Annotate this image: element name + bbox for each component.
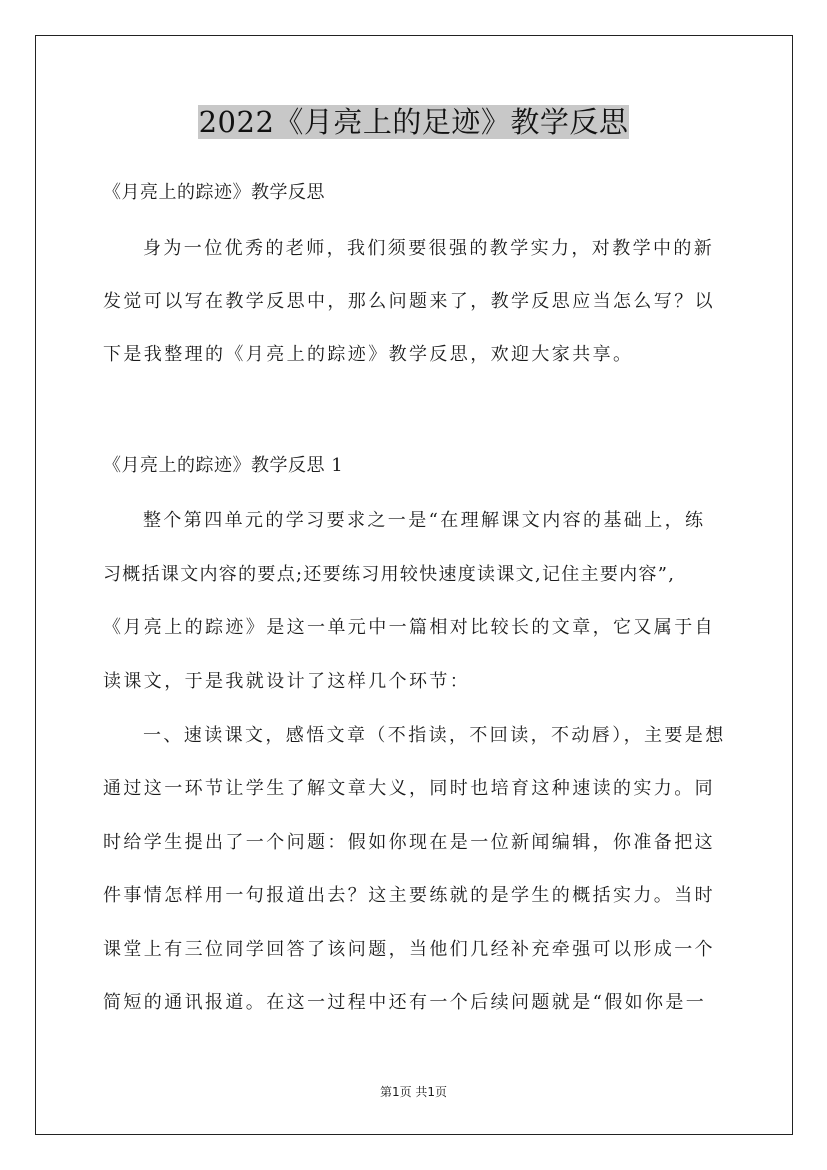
paragraph1-line-3: 《月亮上的踪迹》是这一单元中一篇相对比较长的文章，它又属于自 bbox=[103, 617, 715, 638]
paragraph1-line-1: 整个第四单元的学习要求之一是“在理解课文内容的基础上，练 bbox=[143, 510, 706, 531]
paragraph2-line-2: 通过这一环节让学生了解文章大义，同时也培育这种速读的实力。同 bbox=[103, 778, 715, 799]
section-heading: 《月亮上的踪迹》教学反思 1 bbox=[103, 455, 344, 476]
paragraph1-line-2: 习概括课文内容的要点;还要练习用较快速度读课文,记住主要内容”, bbox=[103, 564, 676, 585]
page-footer: 第1页 共1页 bbox=[379, 1085, 448, 1099]
paragraph2-line-5: 课堂上有三位同学回答了该问题，当他们几经补充牵强可以形成一个 bbox=[103, 939, 715, 960]
paragraph2-line-3: 时给学生提出了一个问题：假如你现在是一位新闻编辑，你准备把这 bbox=[103, 832, 715, 853]
intro-line-2: 发觉可以写在教学反思中，那么问题来了，教学反思应当怎么写？以 bbox=[103, 291, 715, 312]
paragraph2-line-6: 简短的通讯报道。在这一过程中还有一个后续问题就是“假如你是一 bbox=[103, 992, 707, 1013]
paragraph2-line-4: 件事情怎样用一句报道出去？这主要练就的是学生的概括实力。当时 bbox=[103, 885, 715, 906]
intro-line-3: 下是我整理的《月亮上的踪迹》教学反思，欢迎大家共享。 bbox=[103, 344, 634, 365]
paragraph1-line-4: 读课文，于是我就设计了这样几个环节： bbox=[103, 671, 471, 692]
paragraph2-line-1: 一、速读课文，感悟文章（不指读，不回读，不动唇），主要是想 bbox=[143, 725, 726, 746]
subtitle: 《月亮上的踪迹》教学反思 bbox=[103, 182, 325, 203]
intro-line-1: 身为一位优秀的老师，我们须要很强的教学实力，对教学中的新 bbox=[143, 238, 715, 259]
document-title-wrap bbox=[0, 102, 827, 142]
document-title: 2022《月亮上的足迹》教学反思 bbox=[198, 105, 629, 139]
